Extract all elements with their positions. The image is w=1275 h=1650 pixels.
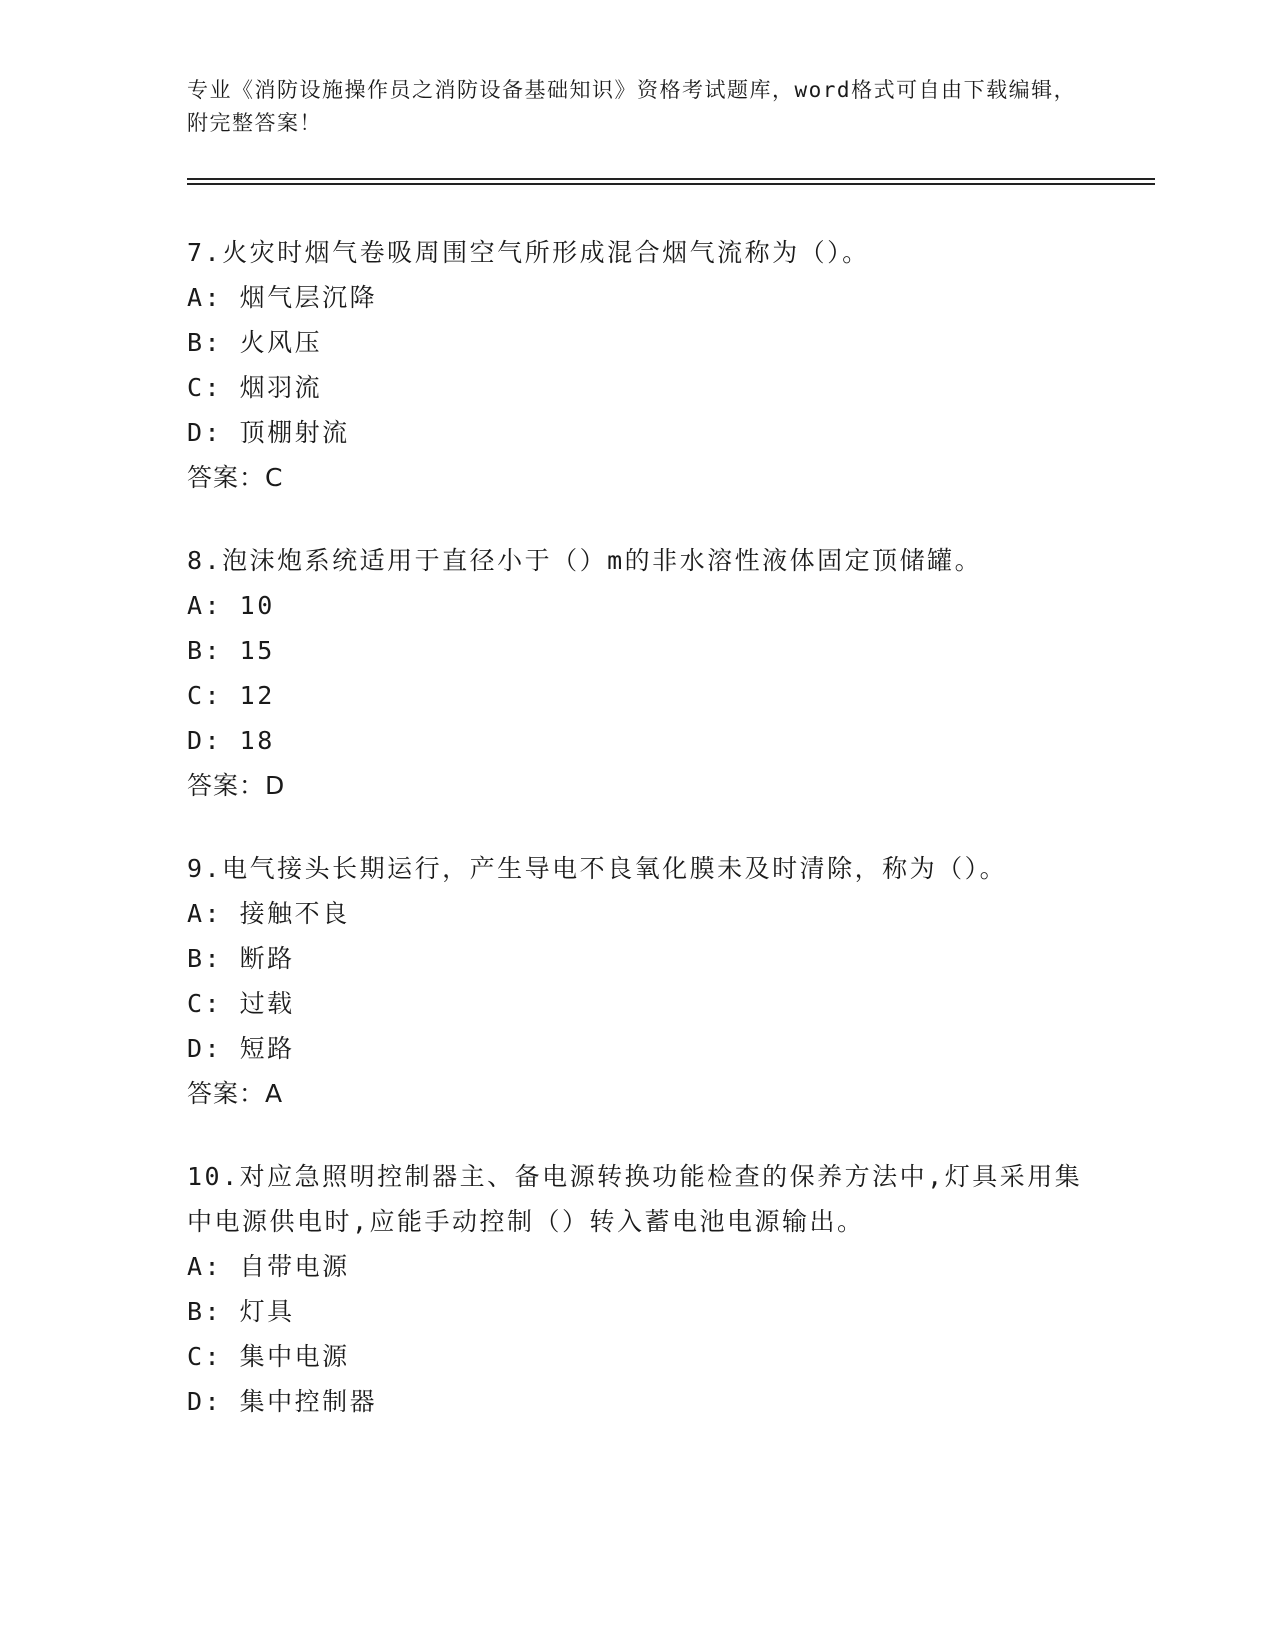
- option-a: A: 自带电源: [187, 1252, 350, 1281]
- option-c: C: 过载: [187, 989, 295, 1018]
- question-list: [187, 230, 1087, 1462]
- option-d: D: 集中控制器: [187, 1387, 378, 1416]
- option-b: B: 火风压: [187, 328, 323, 357]
- question-stem: 7.火灾时烟气卷吸周围空气所形成混合烟气流称为（）。: [187, 238, 870, 267]
- question-7: [187, 230, 1087, 500]
- option-a: A: 接触不良: [187, 899, 350, 928]
- answer-line: 答案：C: [187, 463, 284, 492]
- option-c: C: 集中电源: [187, 1342, 350, 1371]
- question-9: [187, 846, 1087, 1116]
- question-8: [187, 538, 1087, 808]
- option-c: C: 烟羽流: [187, 373, 323, 402]
- answer-line: 答案：D: [187, 771, 286, 800]
- option-c: C: 12: [187, 681, 275, 710]
- option-a: A: 10: [187, 591, 275, 620]
- option-b: B: 灯具: [187, 1297, 295, 1326]
- question-10: [187, 1154, 1087, 1424]
- header-divider-bottom: [187, 183, 1155, 185]
- question-stem: 8.泡沫炮系统适用于直径小于（）m的非水溶性液体固定顶储罐。: [187, 546, 983, 575]
- answer-line: 答案：A: [187, 1079, 284, 1108]
- question-stem: 9.电气接头长期运行，产生导电不良氧化膜未及时清除，称为（）。: [187, 854, 1008, 883]
- option-b: B: 断路: [187, 944, 295, 973]
- option-d: D: 18: [187, 726, 275, 755]
- option-a: A: 烟气层沉降: [187, 283, 378, 312]
- option-d: D: 顶棚射流: [187, 418, 350, 447]
- option-b: B: 15: [187, 636, 275, 665]
- document-header: 专业《消防设施操作员之消防设备基础知识》资格考试题库，word格式可自由下载编辑，附完整答案！: [187, 78, 1077, 135]
- question-stem: 10.对应急照明控制器主、备电源转换功能检查的保养方法中,灯具采用集中电源供电时,应能手动控制（）转入蓄电池电源输出。: [187, 1162, 1083, 1236]
- option-d: D: 短路: [187, 1034, 295, 1063]
- header-divider-top: [187, 178, 1155, 180]
